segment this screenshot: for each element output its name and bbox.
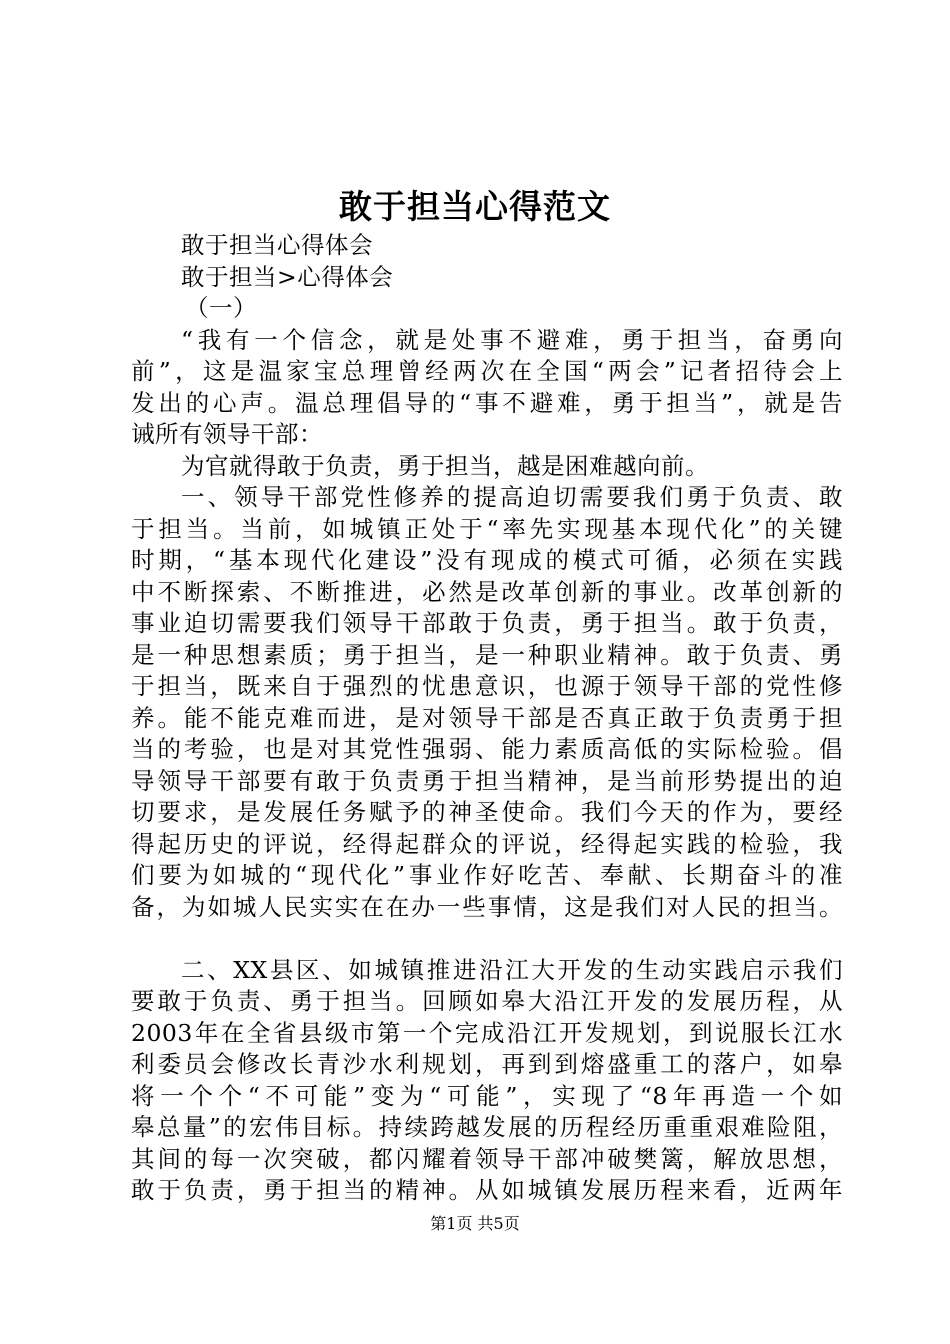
text-line: 时期，“基本现代化建设”没有现成的模式可循，必须在实践 [131,546,843,574]
text-line: 敢于担当心得体会 [181,231,373,259]
document-title: 敢于担当心得范文 [339,187,611,226]
text-line: 前”，这是温家宝总理曾经两次在全国“两会”记者招待会上 [131,357,843,385]
text-line: 诫所有领导干部： [131,420,323,448]
text-line: 事业迫切需要我们领导干部敢于负责，勇于担当。敢于负责， [131,609,843,637]
text-line: 得起历史的评说，经得起群众的评说，经得起实践的检验，我 [131,829,843,858]
text-line: 其间的每一次突破，都闪耀着领导干部冲破樊篱，解放思想， [131,1144,843,1173]
text-line: 备，为如城人民实实在在办一些事情，这是我们对人民的担当。 [131,892,843,921]
text-line: 切要求，是发展任务赋予的神圣使命。我们今天的作为，要经 [131,798,843,826]
text-line: “我有一个信念，就是处事不避难，勇于担当，奋勇向 [181,325,843,354]
text-line: 敢于担当>心得体会 [181,262,394,291]
text-line: 发出的心声。温总理倡导的“事不避难，勇于担当”，就是告 [131,388,843,417]
text-line: 二、XX县区、如城镇推进沿江大开发的生动实践启示我们 [181,955,843,984]
text-line: 一、领导干部党性修养的提高迫切需要我们勇于负责、敢 [181,483,843,511]
text-line: 皋总量”的宏伟目标。持续跨越发展的历程经历重重艰难险阻， [131,1113,843,1141]
text-line: 是一种思想素质；勇于担当，是一种职业精神。敢于负责、勇 [131,640,843,669]
text-line: 导领导干部要有敢于负责勇于担当精神，是当前形势提出的迫 [131,766,843,795]
text-line: 为官就得敢于负责，勇于担当，越是困难越向前。 [181,451,709,480]
text-line: 将一个个“不可能”变为“可能”，实现了“8年再造一个如 [131,1081,843,1110]
text-line: 中不断探索、不断推进，必然是改革创新的事业。改革创新的 [131,577,843,606]
page-footer: 第1页 共5页 [430,1214,520,1233]
text-line: 于担当。当前，如城镇正处于“率先实现基本现代化”的关键 [131,514,843,543]
text-line: 敢于负责，勇于担当的精神。从如城镇发展历程来看，近两年 [131,1176,843,1204]
text-line: 于担当，既来自于强烈的忧患意识，也源于领导干部的党性修 [131,672,843,700]
paragraph-gap [131,923,843,955]
text-line: （一） [185,294,257,322]
document-body [131,230,843,1207]
text-line: 要敢于负责、勇于担当。回顾如皋大沿江开发的发展历程，从 [131,987,843,1015]
text-line: 养。能不能克难而进，是对领导干部是否真正敢于负责勇于担 [131,703,843,732]
text-line: 2003年在全省县级市第一个完成沿江开发规划，到说服长江水 [131,1018,843,1047]
text-line: 当的考验，也是对其党性强弱、能力素质高低的实际检验。倡 [131,735,843,763]
text-line: 利委员会修改长青沙水利规划，再到到熔盛重工的落户，如皋 [131,1050,843,1078]
text-line: 们要为如城的“现代化”事业作好吃苦、奉献、长期奋斗的准 [131,861,843,889]
